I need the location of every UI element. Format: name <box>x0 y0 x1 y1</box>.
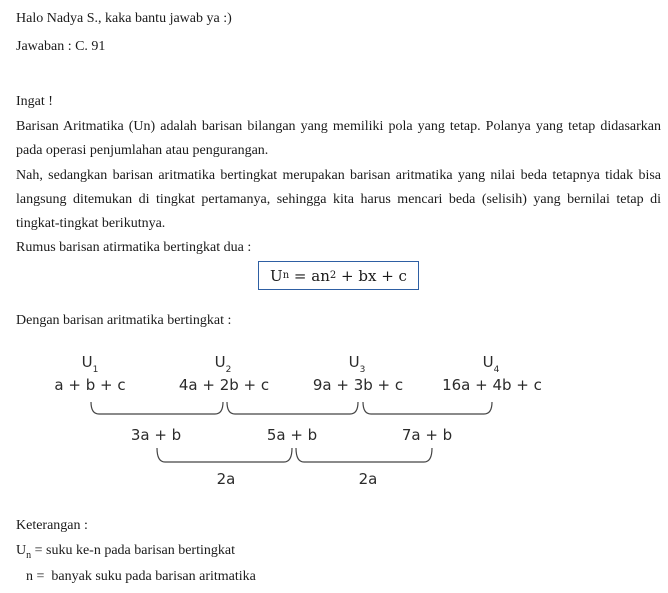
formula-term-1-exp: 2 <box>329 270 337 281</box>
diagram-label: Dengan barisan aritmatika bertingkat : <box>16 313 232 328</box>
keterangan-label: Keterangan : <box>16 518 88 533</box>
first-difference-1: 3a + b <box>130 426 182 444</box>
brace-first-1 <box>91 402 223 414</box>
formula-box <box>258 261 419 290</box>
explanation-line-3: tingkat-tingkat berikutnya. <box>16 216 166 231</box>
formula-plus-2: + <box>376 266 399 285</box>
formula-lhs-sub: n <box>282 270 290 281</box>
term-1-symbol: $U_1$ <box>81 353 99 375</box>
term-2-expression: 4a + 2b + c <box>178 376 270 394</box>
formula-term-3: c <box>398 266 407 285</box>
term-4-expression: 16a + 4b + c <box>442 376 542 394</box>
explanation-line-1: Nah, sedangkan barisan aritmatika bertingkat merupakan barisan aritmatika yang nilai beda tetapnya tidak bisa <box>16 168 661 183</box>
keterangan-item-n: n = banyak suku pada barisan aritmatika <box>26 569 256 584</box>
definition-line-2: pada operasi penjumlahan atau pengurangan. <box>16 143 269 158</box>
formula-plus-1: + <box>336 266 359 285</box>
brace-second-2 <box>296 448 432 462</box>
first-difference-3: 7a + b <box>401 426 453 444</box>
brace-first-2 <box>227 402 358 414</box>
term-4-symbol: $U_4$ <box>482 353 500 375</box>
explanation-line-2: langsung ditemukan di tingkat pertamanya, sehingga kita harus mencari beda (selisih) yang bernilai tetap di <box>16 192 661 207</box>
formula-eq: = <box>289 266 312 285</box>
brace-first-3 <box>363 402 492 414</box>
term-3-expression: 9a + 3b + c <box>312 376 404 394</box>
formula-term-1: an <box>311 266 330 285</box>
term-3-symbol: $U_3$ <box>348 353 366 375</box>
formula-label: Rumus barisan atirmatika bertingkat dua : <box>16 240 252 255</box>
second-difference-2: 2a <box>358 470 378 488</box>
formula-term-2: bx <box>358 266 377 285</box>
term-2-symbol: $U_2$ <box>214 353 232 375</box>
remember-heading: Ingat ! <box>16 94 53 109</box>
arithmetic-sequence-diagram <box>0 340 668 495</box>
definition-line-1: Barisan Aritmatika (Un) adalah barisan bilangan yang memiliki pola yang tetap. Polanya yang tetap didasarkan <box>16 119 661 134</box>
formula-lhs: U <box>270 266 283 285</box>
brace-second-1 <box>157 448 292 462</box>
keterangan-item-un: $U_n$ = suku ke-n pada barisan bertingkat <box>16 543 235 561</box>
greeting-text: Halo Nadya S., kaka bantu jawab ya :) <box>16 11 232 26</box>
answer-text: Jawaban : C. 91 <box>16 39 106 54</box>
second-difference-1: 2a <box>216 470 236 488</box>
first-difference-2: 5a + b <box>266 426 318 444</box>
term-1-expression: a + b + c <box>54 376 126 394</box>
